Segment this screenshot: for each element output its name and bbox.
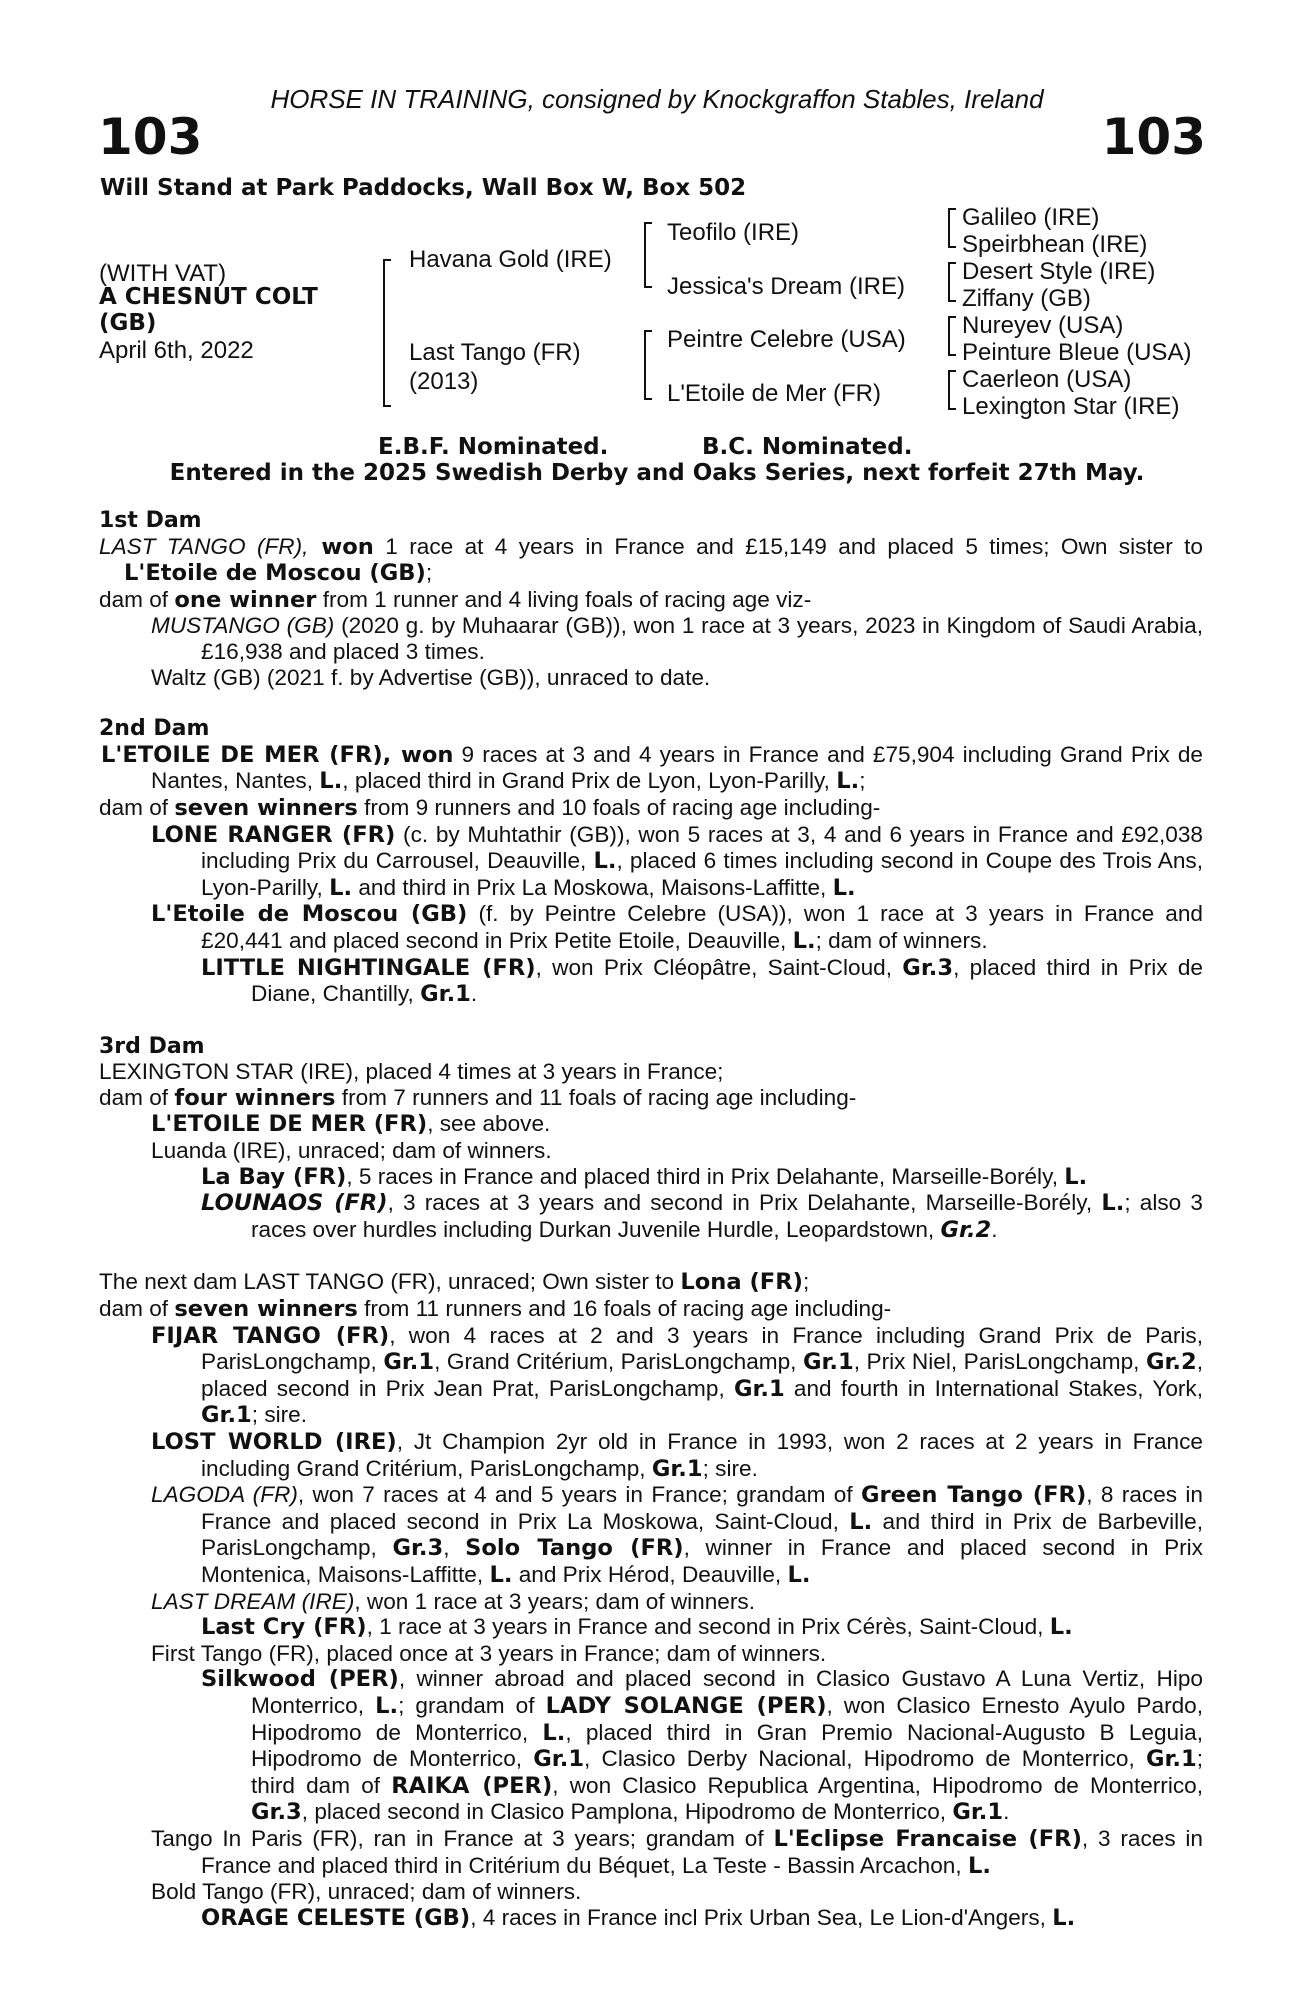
catalogue-body: [99, 508, 1203, 1931]
bc-nomination: B.C. Nominated.: [702, 434, 913, 460]
produce-entry-bold-tango: Bold Tango (FR), unraced; dam of winners.: [151, 1879, 582, 1905]
dam-name: Last Tango (FR): [409, 339, 581, 366]
pedigree-brace-ss: [948, 208, 950, 248]
dds-name: Caerleon (USA): [962, 366, 1132, 393]
third-dam-heading: 3rd Dam: [99, 1033, 205, 1059]
ssd-name: Speirbhean (IRE): [962, 231, 1148, 258]
produce-entry-letoile-de-mer: L'ETOILE DE MER (FR), see above.: [151, 1111, 551, 1138]
produce-entry-lounaos: LOUNAOS (FR), 3 races at 3 years and second in Prix Delahante, Marseille-Borély, L.; also 3 races over hurdles including Durkan Juvenile Hurdle, Leopardstown, Gr.2.: [201, 1190, 1203, 1243]
produce-entry-silkwood: Silkwood (PER), winner abroad and placed second in Clasico Gustavo A Luna Vertiz, Hipo Monterrico, L.; grandam of LADY SOLANGE (PER), won Clasico Ernesto Ayulo Pardo, Hipodromo de Monterrico, L., placed third in Gran Premio Nacional-Augusto B Leguia, Hipodromo de Monterrico, Gr.1, Clasico Derby Nacional, Hipodromo de Monterrico, Gr.1; third dam of RAIKA (PER), won Clasico Republica Argentina, Hipodromo de Monterrico, Gr.3, placed second in Clasico Pamplona, Hipodromo de Monterrico, Gr.1.: [201, 1666, 1203, 1826]
produce-entry-little-nightingale: LITTLE NIGHTINGALE (FR), won Prix Cléopâtre, Saint-Cloud, Gr.3, placed third in Prix de Diane, Chantilly, Gr.1.: [201, 954, 1203, 1008]
first-dam-heading: 1st Dam: [99, 508, 202, 533]
dam-dam: L'Etoile de Mer (FR): [667, 380, 881, 407]
pedigree-brace-dd: [948, 370, 950, 410]
dam-sire: Peintre Celebre (USA): [667, 326, 906, 353]
produce-entry-la-bay: La Bay (FR), 5 races in France and placed third in Prix Delahante, Marseille-Borély, L.: [201, 1163, 1088, 1190]
produce-entry-last-dream: LAST DREAM (IRE), won 1 race at 3 years; dam of winners.: [151, 1588, 755, 1614]
sire-name: Havana Gold (IRE): [409, 246, 612, 273]
produce-entry-orage-celeste: ORAGE CELESTE (GB), 4 races in France incl Prix Urban Sea, Le Lion-d'Angers, L.: [201, 1904, 1076, 1931]
produce-entry-etoile-de-moscou: L'Etoile de Moscou (GB) (f. by Peintre Celebre (USA)), won 1 race at 3 years in France and £20,441 and placed second in Prix Petite Etoile, Deauville, L.; dam of winners.: [151, 901, 1203, 954]
ddd-name: Lexington Star (IRE): [962, 393, 1180, 420]
produce-entry-lost-world: LOST WORLD (IRE), Jt Champion 2yr old in France in 1993, won 2 races at 2 years in France including Grand Critérium, ParisLongchamp, Gr.1; sire.: [151, 1429, 1203, 1482]
produce-entry-waltz: Waltz (GB) (2021 f. by Advertise (GB)), unraced to date.: [151, 664, 711, 690]
pedigree-brace-sd: [948, 262, 950, 302]
third-dam-produce-summary: dam of four winners from 7 runners and 11 foals of racing age including-: [99, 1084, 857, 1111]
pedigree-brace-1: [383, 259, 385, 407]
produce-entry-fijar-tango: FIJAR TANGO (FR), won 4 races at 2 and 3 years in France including Grand Prix de Paris, ParisLongchamp, Gr.1, Grand Critérium, ParisLongchamp, Gr.1, Prix Niel, ParisLongchamp, Gr.2, placed second in Prix Jean Prat, ParisLongchamp, Gr.1 and fourth in International Stakes, York, Gr.1; sire.: [151, 1322, 1204, 1429]
foaling-date: April 6th, 2022: [99, 337, 254, 364]
sire-sire: Teofilo (IRE): [667, 219, 800, 246]
derby-entry: Entered in the 2025 Swedish Derby and Oaks Series, next forfeit 27th May.: [169, 460, 1145, 486]
consignor-header: HORSE IN TRAINING, consigned by Knockgraffon Stables, Ireland: [270, 84, 1044, 114]
sss-name: Galileo (IRE): [962, 204, 1100, 231]
first-dam-record: LAST TANGO (FR), won 1 race at 4 years in France and £15,149 and placed 5 times; Own sister to L'Etoile de Moscou (GB);: [99, 533, 1203, 587]
sdd-name: Ziffany (GB): [962, 285, 1091, 312]
stand-location: Will Stand at Park Paddocks, Wall Box W, Box 502: [100, 175, 747, 201]
next-dam-record: The next dam LAST TANGO (FR), unraced; Own sister to Lona (FR);: [99, 1269, 810, 1296]
produce-entry-tango-in-paris: Tango In Paris (FR), ran in France at 3 years; grandam of L'Eclipse Francaise (FR), 3 races in France and placed third in Critérium du Béquet, La Teste - Bassin Arcachon, L.: [151, 1825, 1204, 1879]
produce-entry-lone-ranger: LONE RANGER (FR) (c. by Muhtathir (GB)), won 5 races at 3, 4 and 6 years in France and £92,038 including Prix du Carrousel, Deauville, L., placed 6 times including second in Coupe des Trois Ans, Lyon-Parilly, L. and third in Prix La Moskowa, Maisons-Laffitte, L.: [151, 821, 1204, 901]
first-dam-produce-summary: dam of one winner from 1 runner and 4 living foals of racing age viz-: [99, 586, 812, 613]
dss-name: Nureyev (USA): [962, 312, 1124, 339]
second-dam-heading: 2nd Dam: [99, 716, 210, 742]
produce-entry-luanda: Luanda (IRE), unraced; dam of winners.: [151, 1138, 552, 1164]
produce-entry-last-cry: Last Cry (FR), 1 race at 3 years in France and second in Prix Cérès, Saint-Cloud, L.: [201, 1614, 1073, 1641]
second-dam-produce-summary: dam of seven winners from 9 runners and 10 foals of racing age including-: [99, 794, 881, 821]
pedigree-brace-ds: [948, 316, 950, 356]
dam-year: (2013): [409, 368, 479, 395]
horse-name: A CHESNUT COLT: [99, 284, 318, 310]
pedigree-brace-dam: [644, 330, 646, 400]
ebf-nomination: E.B.F. Nominated.: [378, 434, 609, 460]
sire-dam: Jessica's Dream (IRE): [667, 273, 905, 300]
produce-entry-mustango: MUSTANGO (GB) (2020 g. by Muhaarar (GB)), won 1 race at 3 years, 2023 in Kingdom of Saudi Arabia, £16,938 and placed 3 times.: [151, 613, 1203, 664]
lot-number-right: 103: [1101, 108, 1206, 166]
third-dam-record: LEXINGTON STAR (IRE), placed 4 times at 3 years in France;: [99, 1059, 724, 1085]
next-dam-produce-summary: dam of seven winners from 11 runners and 16 foals of racing age including-: [99, 1296, 892, 1323]
dsd-name: Peinture Bleue (USA): [962, 339, 1192, 366]
sds-name: Desert Style (IRE): [962, 258, 1156, 285]
pedigree-brace-sire: [644, 222, 646, 288]
produce-entry-lagoda: LAGODA (FR), won 7 races at 4 and 5 years in France; grandam of Green Tango (FR), 8 races in France and placed second in Prix La Moskowa, Saint-Cloud, L. and third in Prix de Barbeville, ParisLongchamp, Gr.3, Solo Tango (FR), winner in France and placed second in Prix Montenica, Maisons-Laffitte, L. and Prix Hérod, Deauville, L.: [151, 1482, 1204, 1588]
lot-number-left: 103: [98, 108, 203, 166]
second-dam-record: L'ETOILE DE MER (FR), won 9 races at 3 and 4 years in France and £75,904 including Grand Prix de Nantes, Nantes, L., placed third in Grand Prix de Lyon, Lyon-Parilly, L.;: [101, 741, 1203, 795]
horse-origin: (GB): [99, 310, 157, 336]
produce-entry-first-tango: First Tango (FR), placed once at 3 years in France; dam of winners.: [151, 1640, 827, 1666]
vat-note: (WITH VAT): [99, 260, 227, 287]
